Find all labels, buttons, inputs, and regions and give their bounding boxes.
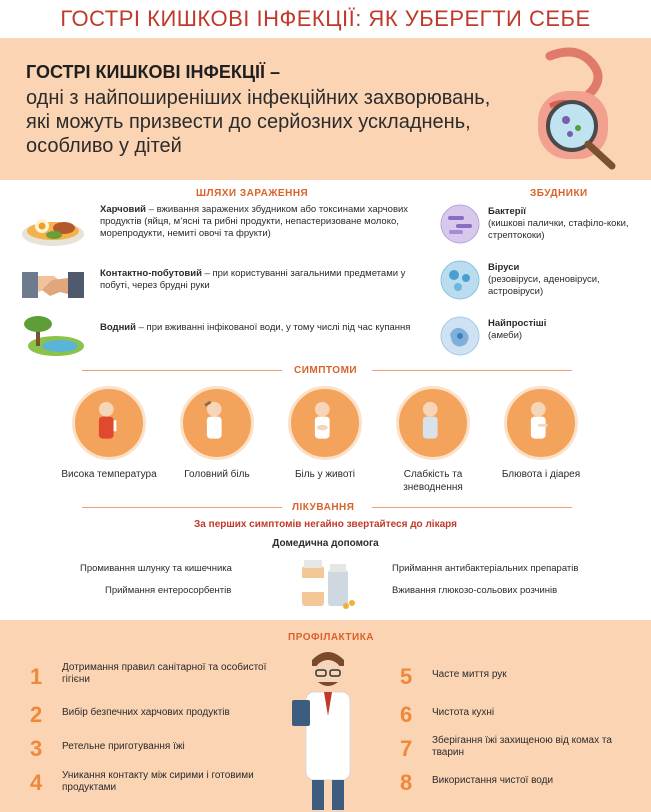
prevention-number: 5: [400, 664, 413, 689]
intestine-magnifier-icon: [520, 46, 630, 174]
routes-title: ШЛЯХИ ЗАРАЖЕННЯ: [196, 188, 309, 199]
prevention-number: 4: [30, 770, 43, 795]
hero-subheading: одні з найпоширеніших інфекційних захворювань, які можуть призвести до серйозних ускладнень, особливо у дітей: [26, 87, 491, 157]
food-plate-icon: [20, 204, 86, 250]
pond-tree-icon: [20, 312, 86, 358]
pathogens-title: ЗБУДНИКИ: [530, 188, 588, 199]
symptom-label: Блювота і діарея: [501, 469, 581, 480]
treatment-home: Домедична допомога: [272, 538, 379, 549]
treatment-title: ЛІКУВАННЯ: [292, 502, 355, 513]
route-water-text: Водний – при вживанні інфікованої води, у тому числі під час купання: [100, 322, 411, 333]
divider-line: [372, 370, 572, 371]
prevention-text: Використання чистої води: [432, 775, 554, 786]
pathogen-viruses: [440, 260, 640, 306]
prevention-text: Ретельне приготування їжі: [62, 741, 185, 752]
route-food: [20, 204, 420, 256]
symptom-label: Слабкість та зневоднення: [403, 469, 463, 493]
pathogen-bacteria-text: Бактерії (кишкові палички, стафіло-коки, стрептококи): [488, 206, 629, 241]
route-food-text: Харчовий – вживання заражених збудником або токсинами харчових продуктів (яйця, м’ясні та рибні продукти, непастеризоване молоко, морепродукти, немиті овочі та фрукти): [100, 204, 409, 239]
prevention-text: Уникання контакту між сирими і готовими продуктами: [62, 770, 254, 793]
doctor-illustration: [288, 646, 368, 812]
prevention-text: Зберігання їжі захищеною від комах та тварин: [432, 735, 612, 758]
treatment-item: Промивання шлунку та кишечника: [80, 563, 232, 574]
page-title: ГОСТРІ КИШКОВІ ІНФЕКЦІЇ: ЯК УБЕРЕГТИ СЕБЕ: [60, 6, 591, 31]
route-water: [20, 312, 420, 364]
prevention-number: 3: [30, 736, 43, 761]
symptoms-title: СИМПТОМИ: [294, 365, 358, 376]
prevention-number: 6: [400, 702, 413, 727]
protozoa-icon: [440, 316, 480, 356]
symptom-vomiting-icon: [504, 386, 578, 460]
pathogen-viruses-text: Віруси (резовіруси, аденовіруси, астровіруси): [488, 262, 600, 297]
symptom-weakness-icon: [396, 386, 470, 460]
treatment-item: Приймання антибактеріальних препаратів: [392, 563, 579, 574]
symptom-fever-icon: [72, 386, 146, 460]
divider-line: [82, 370, 282, 371]
treatment-urgent: За перших симптомів негайно звертайтеся до лікаря: [194, 519, 457, 530]
symptom-label: Головний біль: [184, 469, 250, 480]
medicine-bottles-icon: [298, 552, 358, 612]
hero-heading: ГОСТРІ КИШКОВІ ІНФЕКЦІЇ –: [26, 62, 281, 82]
prevention-number: 7: [400, 736, 413, 761]
route-contact: [20, 262, 420, 314]
bacteria-icon: [440, 204, 480, 244]
prevention-text: Дотримання правил санітарної та особистої гігієни: [62, 662, 267, 685]
pathogen-protozoa-text: Найпростіші (амеби): [488, 318, 547, 341]
prevention-text: Часте миття рук: [432, 669, 507, 680]
treatment-item: Приймання ентеросорбентів: [105, 585, 232, 596]
symptom-headache-icon: [180, 386, 254, 460]
handshake-icon: [20, 262, 86, 308]
prevention-number: 1: [30, 664, 43, 689]
virus-icon: [440, 260, 480, 300]
divider-line: [372, 507, 572, 508]
treatment-item: Вживання глюкозо-сольових розчинів: [392, 585, 558, 596]
page-title-bar: [0, 0, 651, 38]
prevention-title: ПРОФІЛАКТИКА: [288, 632, 375, 643]
pathogen-bacteria: [440, 204, 640, 250]
prevention-text: Чистота кухні: [432, 707, 495, 718]
symptom-label: Біль у животі: [294, 469, 355, 480]
prevention-number: 8: [400, 770, 413, 795]
symptom-label: Висока температура: [61, 469, 157, 480]
divider-line: [82, 507, 282, 508]
prevention-text: Вибір безпечних харчових продуктів: [62, 707, 230, 718]
hero-section: [0, 38, 651, 180]
prevention-number: 2: [30, 702, 43, 727]
symptom-stomachache-icon: [288, 386, 362, 460]
route-contact-text: Контактно-побутовий – при користуванні загальними предметами у побуті, через брудні руки: [100, 268, 406, 291]
pathogen-protozoa: [440, 316, 640, 362]
